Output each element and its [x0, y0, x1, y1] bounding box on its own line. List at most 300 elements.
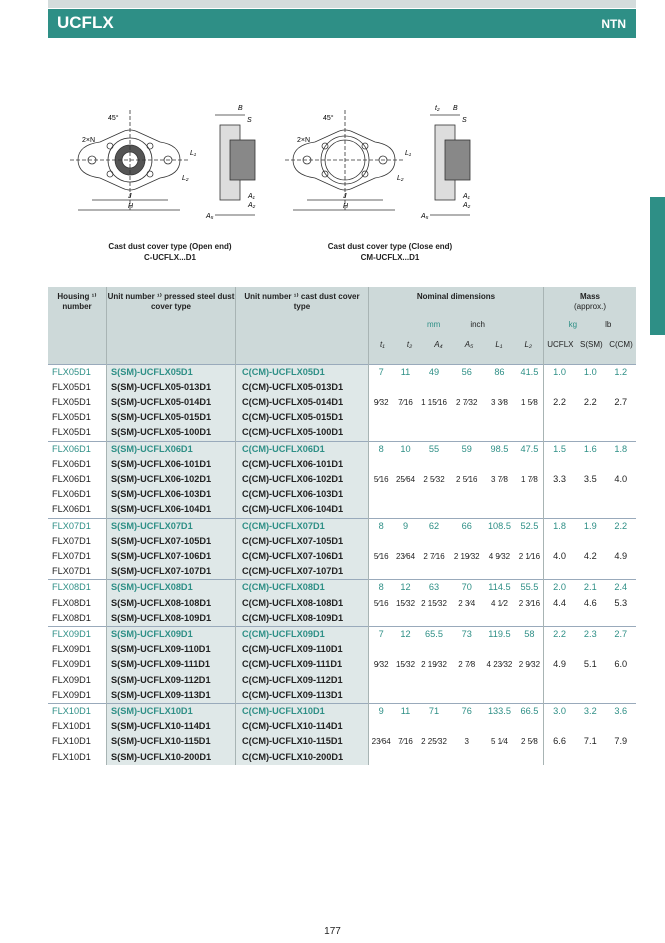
dimension-value: 2 5⁄32: [423, 474, 445, 484]
dimension-value: [369, 719, 394, 734]
mass-value: [606, 425, 636, 441]
mass-value: [606, 502, 636, 518]
dimension-value: [369, 673, 394, 688]
unit-number-pressed: S(SM)-UCFLX09-111D1: [107, 657, 236, 672]
fig-label-l1: L₁: [405, 150, 412, 157]
mass-value: [544, 534, 576, 549]
unit-number-cast: C(CM)-UCFLX08-109D1: [236, 611, 369, 627]
mass-value: [575, 611, 605, 627]
mass-value: 3.3: [553, 473, 566, 484]
col-housing: Housing ¹⁾ number: [48, 287, 107, 364]
dimension-value: [393, 642, 417, 657]
dimension-value: [450, 564, 483, 580]
dimension-value: 8: [369, 441, 394, 457]
top-rule: [48, 0, 636, 8]
mass-value: [544, 410, 576, 425]
table-row: [48, 472, 636, 487]
dimension-value: 41.5: [516, 364, 544, 380]
dimension-value: 76: [450, 703, 483, 719]
mass-value: [606, 642, 636, 657]
table-row: [48, 534, 636, 549]
mass-value: 1.6: [575, 441, 605, 457]
dimension-value: [393, 380, 417, 395]
dimension-value: 1 7⁄8: [516, 472, 544, 487]
dimension-value: 15⁄32: [395, 598, 416, 608]
dimension-value: [516, 719, 544, 734]
mass-value: 5.3: [614, 597, 628, 608]
housing-number: FLX10D1: [48, 703, 107, 719]
dimension-value: [418, 502, 451, 518]
mass-value: 1.5: [544, 441, 576, 457]
dimension-value: [516, 380, 544, 395]
fig-label-s: S: [247, 117, 252, 124]
dimension-value: [393, 564, 417, 580]
housing-number: FLX07D1: [48, 534, 107, 549]
mass-value: [544, 688, 576, 704]
fig-label-a2: A₂: [248, 202, 256, 209]
dimension-value: [369, 410, 394, 425]
dimension-value: 7: [369, 364, 394, 380]
dim-col-label: A₄: [434, 340, 443, 349]
dimension-value: [483, 642, 516, 657]
unit-number-cast: C(CM)-UCFLX07-106D1: [236, 549, 369, 564]
unit-number-cast: C(CM)-UCFLX09-110D1: [236, 642, 369, 657]
dimension-value: [450, 425, 483, 441]
dimension-value: 8: [369, 518, 394, 534]
unit-number-pressed: S(SM)-UCFLX05D1: [107, 364, 236, 380]
dimension-value: 7⁄16: [398, 397, 413, 407]
dimension-value: 25⁄64: [395, 474, 416, 484]
mass-value: 2.2: [583, 396, 597, 407]
mass-value: [575, 380, 605, 395]
mass-value: [575, 410, 605, 425]
table-row: [48, 364, 636, 380]
dimension-value: [516, 688, 544, 704]
dimension-value: 7: [369, 626, 394, 642]
mass-value: 6.0: [614, 659, 628, 670]
table-row: [48, 719, 636, 734]
dimension-value: [418, 380, 451, 395]
dimension-value: 62: [418, 518, 451, 534]
dimensions-table: [48, 287, 636, 765]
fig-label-n: 2×N: [297, 137, 311, 144]
dimension-value: [450, 534, 483, 549]
dimension-value: [418, 487, 451, 502]
mass-value: 2.7: [606, 626, 636, 642]
dimension-value: 2 9⁄32: [516, 657, 544, 672]
dimension-value: [450, 410, 483, 425]
table-row: [48, 502, 636, 518]
dimension-value: [393, 457, 417, 472]
dim-col-label: t₂: [406, 340, 413, 349]
dim-col-label: L₂: [524, 340, 532, 349]
brand-logo: NTN: [601, 17, 626, 31]
unit-number-pressed: S(SM)-UCFLX06-104D1: [107, 502, 236, 518]
dimension-value: [483, 457, 516, 472]
page-header: [48, 9, 636, 38]
fig-label-b: B: [238, 105, 243, 112]
dimension-value: 10: [393, 441, 417, 457]
dimension-value: 3: [464, 737, 469, 747]
unit-number-cast: C(CM)-UCFLX09-111D1: [236, 657, 369, 672]
dimension-value: 56: [450, 364, 483, 380]
mass-value: [606, 487, 636, 502]
unit-number-cast: C(CM)-UCFLX10D1: [236, 703, 369, 719]
mass-value: 3.2: [575, 703, 605, 719]
dimension-value: [418, 750, 451, 765]
caption-open-end: Cast dust cover type (Open end) C-UCFLX...D1: [108, 242, 232, 262]
mass-value: 7.1: [583, 736, 597, 747]
housing-number: FLX06D1: [48, 487, 107, 502]
dimension-value: [369, 642, 394, 657]
dimension-value: 2 19⁄32: [453, 551, 480, 561]
mass-value: [544, 642, 576, 657]
mass-value: 5.1: [583, 659, 597, 670]
mass-value: 1.9: [575, 518, 605, 534]
col-unit-ps: Unit number ¹⁾ pressed steel dust cover type: [107, 287, 236, 364]
dimension-value: [483, 750, 516, 765]
unit-number-pressed: S(SM)-UCFLX10D1: [107, 703, 236, 719]
dimension-value: 49: [418, 364, 451, 380]
unit-number-cast: C(CM)-UCFLX06-103D1: [236, 487, 369, 502]
fig-label-a1: A₁: [463, 193, 470, 200]
mass-value: [575, 564, 605, 580]
mass-value: [544, 487, 576, 502]
dimension-value: 5⁄16: [373, 551, 389, 561]
unit-number-pressed: S(SM)-UCFLX05-100D1: [107, 425, 236, 441]
fig-label-l2: L₂: [397, 175, 404, 182]
dimension-value: [418, 410, 451, 425]
dimension-value: [450, 688, 483, 704]
dimension-value: 66.5: [516, 703, 544, 719]
dimension-value: [483, 487, 516, 502]
mass-value: [575, 673, 605, 688]
housing-number: FLX09D1: [48, 642, 107, 657]
caption-close-end: Cast dust cover type (Close end) CM-UCFLX...D1: [327, 242, 453, 262]
dimension-value: [483, 611, 516, 627]
mass-value: [606, 673, 636, 688]
mass-value: [575, 688, 605, 704]
fig-label-b: B: [453, 105, 458, 112]
housing-number: FLX09D1: [48, 673, 107, 688]
table-row: [48, 564, 636, 580]
mass-value: [575, 487, 605, 502]
dimension-value: 7⁄16: [398, 737, 413, 747]
fig-label-a2: A₂: [463, 202, 471, 209]
unit-number-cast: C(CM)-UCFLX08-108D1: [236, 596, 369, 611]
table-row: [48, 750, 636, 765]
dimension-value: 9: [369, 703, 394, 719]
dimension-value: [418, 642, 451, 657]
dimension-value: [393, 487, 417, 502]
dimension-value: 12: [393, 626, 417, 642]
unit-number-cast: C(CM)-UCFLX07D1: [236, 518, 369, 534]
dimension-value: 15⁄32: [395, 660, 416, 670]
dimension-value: 2 3⁄4: [458, 598, 476, 608]
housing-number: FLX05D1: [48, 395, 107, 410]
mass-col-label: UCFLX: [547, 340, 574, 349]
unit-number-cast: C(CM)-UCFLX07-107D1: [236, 564, 369, 580]
fig-label-angle: 45°: [323, 115, 334, 122]
dimension-value: [369, 380, 394, 395]
unit-number-cast: C(CM)-UCFLX06D1: [236, 441, 369, 457]
mass-value: [575, 750, 605, 765]
dimension-value: 2 19⁄32: [421, 660, 447, 670]
mass-value: 1.0: [575, 364, 605, 380]
unit-number-cast: C(CM)-UCFLX09-112D1: [236, 673, 369, 688]
dimension-value: 108.5: [483, 518, 516, 534]
dimension-value: 98.5: [483, 441, 516, 457]
table-row: [48, 549, 636, 564]
dimension-value: [483, 425, 516, 441]
drawing-open-end: [70, 100, 280, 225]
dimension-value: [516, 750, 544, 765]
fig-label-l2: L₂: [182, 175, 189, 182]
mass-value: 3.0: [544, 703, 576, 719]
mass-value: [606, 688, 636, 704]
mass-value: 2.2: [544, 626, 576, 642]
dimension-value: [393, 502, 417, 518]
dimension-value: [450, 673, 483, 688]
table-row: [48, 596, 636, 611]
dimension-value: [516, 410, 544, 425]
dimension-value: 59: [450, 441, 483, 457]
dimension-value: 11: [393, 364, 417, 380]
mass-value: [575, 425, 605, 441]
dimension-value: [369, 425, 394, 441]
drawing-close-end: [285, 100, 495, 225]
unit-number-cast: C(CM)-UCFLX06-104D1: [236, 502, 369, 518]
dimension-value: 2 5⁄8: [516, 734, 544, 749]
dimension-value: [418, 611, 451, 627]
mass-value: 4.4: [553, 597, 566, 608]
table-row: [48, 410, 636, 425]
dimension-value: 1 5⁄8: [516, 395, 544, 410]
mass-value: [544, 380, 576, 395]
dimension-value: 2 25⁄32: [421, 737, 447, 747]
unit-number-cast: C(CM)-UCFLX08D1: [236, 580, 369, 596]
dimension-value: 52.5: [516, 518, 544, 534]
table-row: [48, 688, 636, 704]
dimension-value: 73: [450, 626, 483, 642]
mass-value: 3.6: [606, 703, 636, 719]
mass-value: 4.9: [553, 659, 566, 670]
dimension-value: [369, 688, 394, 704]
unit-number-pressed: S(SM)-UCFLX06D1: [107, 441, 236, 457]
housing-number: FLX07D1: [48, 564, 107, 580]
fig-label-a5: A₅: [206, 213, 214, 220]
table-row: [48, 673, 636, 688]
mass-value: [606, 380, 636, 395]
mass-value: [575, 642, 605, 657]
dimension-value: [369, 611, 394, 627]
unit-number-cast: C(CM)-UCFLX09-113D1: [236, 688, 369, 704]
unit-number-pressed: S(SM)-UCFLX07-106D1: [107, 549, 236, 564]
unit-number-cast: C(CM)-UCFLX10-200D1: [236, 750, 369, 765]
dimension-value: [418, 673, 451, 688]
mass-value: 2.7: [614, 396, 628, 407]
page-number: 177: [324, 926, 341, 937]
dimension-value: [393, 673, 417, 688]
fig-label-angle: 45°: [108, 115, 119, 122]
fig-label-a5: A₅: [421, 213, 429, 220]
table-row: [48, 441, 636, 457]
dimension-value: [369, 750, 394, 765]
dimension-value: [450, 642, 483, 657]
dimension-value: 86: [483, 364, 516, 380]
dimension-value: [450, 487, 483, 502]
dimension-value: 55.5: [516, 580, 544, 596]
housing-number: FLX06D1: [48, 472, 107, 487]
dimension-value: 58: [516, 626, 544, 642]
unit-number-pressed: S(SM)-UCFLX09-113D1: [107, 688, 236, 704]
dimension-value: 4 23⁄32: [486, 660, 513, 670]
dimension-value: 65.5: [418, 626, 451, 642]
dimension-value: [516, 534, 544, 549]
mass-value: [606, 410, 636, 425]
unit-number-pressed: S(SM)-UCFLX05-014D1: [107, 395, 236, 410]
fig-label-a1: A₁: [248, 193, 255, 200]
table-row: [48, 380, 636, 395]
mass-value: [544, 502, 576, 518]
unit-number-cast: C(CM)-UCFLX07-105D1: [236, 534, 369, 549]
mass-value: [575, 534, 605, 549]
unit-number-pressed: S(SM)-UCFLX08-108D1: [107, 596, 236, 611]
dimension-value: 5⁄16: [373, 598, 389, 608]
dimension-value: [418, 457, 451, 472]
unit-number-pressed: S(SM)-UCFLX09-110D1: [107, 642, 236, 657]
dimension-value: 2 7⁄8: [458, 660, 476, 670]
mass-value: [606, 457, 636, 472]
dimension-value: [483, 688, 516, 704]
dimension-value: [450, 611, 483, 627]
dimension-value: [369, 457, 394, 472]
unit-number-pressed: S(SM)-UCFLX07-107D1: [107, 564, 236, 580]
dimension-value: 1 15⁄16: [421, 397, 447, 407]
dimension-value: 2 3⁄16: [516, 596, 544, 611]
dimension-value: [483, 410, 516, 425]
mass-value: [544, 611, 576, 627]
dimension-value: 4 1⁄2: [490, 598, 508, 608]
dimension-value: [393, 425, 417, 441]
housing-number: FLX06D1: [48, 441, 107, 457]
unit-number-pressed: S(SM)-UCFLX07D1: [107, 518, 236, 534]
unit-number-pressed: S(SM)-UCFLX09-112D1: [107, 673, 236, 688]
table-row: [48, 395, 636, 410]
dim-col-label: L₁: [495, 340, 503, 349]
mass-value: 1.8: [606, 441, 636, 457]
dimension-value: [516, 457, 544, 472]
dimension-value: 71: [418, 703, 451, 719]
mass-value: [606, 750, 636, 765]
mass-col-label: S(SM): [580, 340, 603, 349]
unit-number-pressed: S(SM)-UCFLX06-101D1: [107, 457, 236, 472]
unit-number-cast: C(CM)-UCFLX05-015D1: [236, 410, 369, 425]
table-row: [48, 611, 636, 627]
dimension-value: 114.5: [483, 580, 516, 596]
dimension-value: [516, 487, 544, 502]
dimension-value: [393, 410, 417, 425]
table-row: [48, 518, 636, 534]
housing-number: FLX05D1: [48, 380, 107, 395]
dimension-value: 12: [393, 580, 417, 596]
mass-value: 4.0: [614, 473, 628, 484]
mass-value: 2.0: [544, 580, 576, 596]
mass-value: 7.9: [614, 736, 628, 747]
dimension-value: [418, 688, 451, 704]
unit-number-cast: C(CM)-UCFLX05-013D1: [236, 380, 369, 395]
unit-number-cast: C(CM)-UCFLX05-014D1: [236, 395, 369, 410]
mass-value: [575, 457, 605, 472]
dimension-value: 4 9⁄32: [488, 551, 511, 561]
unit-number-pressed: S(SM)-UCFLX10-115D1: [107, 734, 236, 749]
dimension-value: 11: [393, 703, 417, 719]
unit-number-pressed: S(SM)-UCFLX08D1: [107, 580, 236, 596]
mass-value: [606, 611, 636, 627]
dimension-value: [450, 719, 483, 734]
unit-number-cast: C(CM)-UCFLX06-101D1: [236, 457, 369, 472]
housing-number: FLX05D1: [48, 410, 107, 425]
mass-value: 2.2: [606, 518, 636, 534]
unit-number-pressed: S(SM)-UCFLX06-102D1: [107, 472, 236, 487]
dimension-value: [450, 380, 483, 395]
col-mass: Mass (approx.) kg lb UCFLX S(SM) C(CM): [544, 287, 637, 364]
dimension-value: [516, 502, 544, 518]
dimension-value: 55: [418, 441, 451, 457]
mass-value: 4.6: [583, 597, 597, 608]
dimension-value: [418, 564, 451, 580]
mass-value: 2.4: [606, 580, 636, 596]
housing-number: FLX10D1: [48, 719, 107, 734]
mass-value: 1.2: [606, 364, 636, 380]
dimension-value: [450, 750, 483, 765]
dimension-value: [393, 750, 417, 765]
fig-label-s: S: [462, 117, 467, 124]
dimension-value: 133.5: [483, 703, 516, 719]
page-title: UCFLX: [57, 13, 114, 32]
table-row: [48, 657, 636, 672]
dimension-value: [393, 719, 417, 734]
housing-number: FLX09D1: [48, 688, 107, 704]
fig-label-l1: L₁: [190, 150, 197, 157]
dimension-value: 9⁄32: [373, 660, 389, 670]
unit-number-cast: C(CM)-UCFLX05D1: [236, 364, 369, 380]
dimension-value: 23⁄64: [371, 737, 391, 747]
dimension-value: [483, 502, 516, 518]
dimension-value: 119.5: [483, 626, 516, 642]
dimension-value: 9: [393, 518, 417, 534]
mass-value: 2.2: [553, 396, 566, 407]
table-row: [48, 703, 636, 719]
housing-number: FLX05D1: [48, 364, 107, 380]
housing-number: FLX06D1: [48, 457, 107, 472]
dimension-value: [516, 611, 544, 627]
housing-number: FLX05D1: [48, 425, 107, 441]
fig-label-t2: t₂: [435, 105, 440, 112]
mass-col-label: C(CM): [609, 340, 633, 349]
dimension-value: [450, 457, 483, 472]
dimension-value: [369, 564, 394, 580]
mass-value: 2.1: [575, 580, 605, 596]
unit-number-pressed: S(SM)-UCFLX10-200D1: [107, 750, 236, 765]
dimension-value: [516, 673, 544, 688]
mass-value: [544, 673, 576, 688]
dimension-value: [418, 534, 451, 549]
housing-number: FLX08D1: [48, 596, 107, 611]
mass-value: [575, 502, 605, 518]
fig-label-j: J: [343, 193, 347, 200]
section-tab: [650, 197, 665, 335]
